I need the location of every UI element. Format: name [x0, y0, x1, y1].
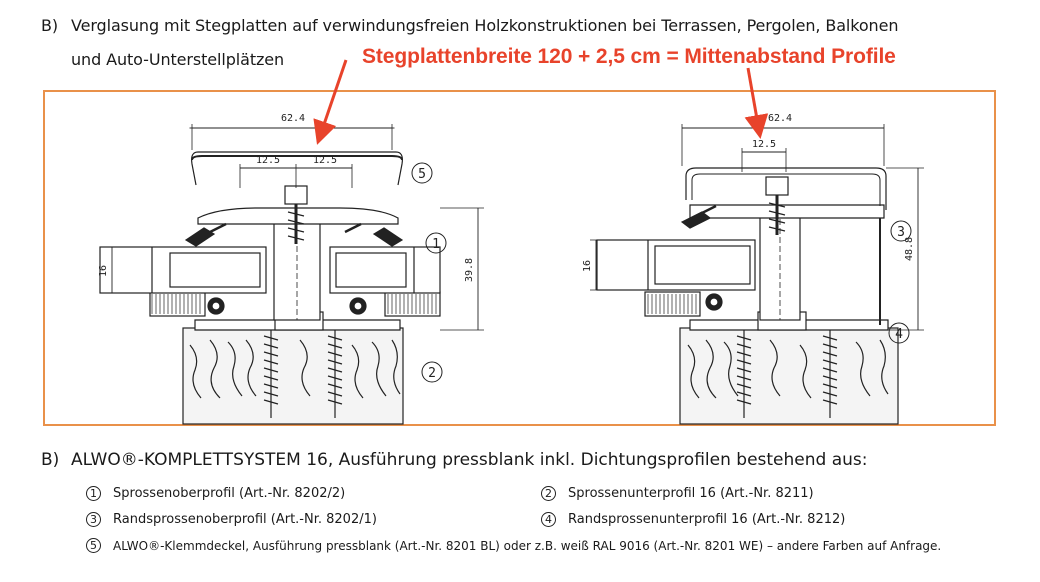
list-item	[86, 512, 377, 527]
left-dim-width: 62.4	[280, 113, 306, 124]
item-text: Sprossenoberprofil (Art.-Nr. 8202/2)	[113, 486, 346, 501]
section-b-line1: Verglasung mit Stegplatten auf verwindungsfreien Holzkonstruktionen bei Terrassen, Pergolen, Balkonen	[71, 16, 899, 35]
list-item	[541, 512, 845, 527]
item-text: ALWO®-Klemmdeckel, Ausführung pressblank (Art.-Nr. 8201 BL) oder z.B. weiß RAL 9016 (Art.-Nr. 8201 WE) – andere Farben auf Anfrage.	[113, 538, 942, 553]
drawing-right	[590, 124, 924, 424]
item-number: 3	[86, 512, 101, 527]
list-item	[541, 486, 814, 501]
callout-4: 4	[895, 327, 903, 342]
callout-5: 5	[418, 167, 426, 182]
section-b-line2: und Auto-Unterstellplätzen	[71, 50, 285, 69]
drawing-left	[100, 124, 484, 424]
callout-2: 2	[428, 366, 436, 381]
callout-1: 1	[432, 237, 440, 252]
annotation-text: Stegplattenbreite 120 + 2,5 cm = Mittenabstand Profile	[362, 45, 896, 68]
annotation-arrow-right	[748, 68, 760, 136]
item-text: Randsprossenoberprofil (Art.-Nr. 8202/1)	[113, 512, 377, 527]
left-dim-plate: 16	[98, 264, 109, 278]
item-text: Sprossenunterprofil 16 (Art.-Nr. 8211)	[568, 486, 814, 501]
section-b-list-title: ALWO®-KOMPLETTSYSTEM 16, Ausführung pressblank inkl. Dichtungsprofilen bestehend aus:	[71, 450, 868, 470]
right-dim-plate: 16	[582, 259, 593, 273]
list-item	[86, 538, 941, 553]
section-letter: B)	[41, 16, 59, 35]
left-dim-height: 39.8	[464, 257, 475, 283]
section-letter: B)	[41, 450, 60, 470]
list-item	[86, 486, 345, 501]
item-number: 1	[86, 486, 101, 501]
section-b-list-heading	[41, 450, 868, 470]
item-text: Randsprossenunterprofil 16 (Art.-Nr. 8212)	[568, 512, 846, 527]
item-number: 2	[541, 486, 556, 501]
left-dim-half-left: 12.5	[255, 155, 281, 166]
right-dim-width: 62.4	[767, 113, 793, 124]
right-dim-half: 12.5	[751, 139, 777, 150]
callout-3: 3	[897, 225, 905, 240]
left-dim-half-right: 12.5	[312, 155, 338, 166]
item-number: 5	[86, 538, 101, 553]
item-number: 4	[541, 512, 556, 527]
right-dim-height: 48.8	[904, 236, 915, 262]
wood-beam-left	[183, 328, 403, 424]
annotation-arrow-left	[318, 60, 346, 142]
